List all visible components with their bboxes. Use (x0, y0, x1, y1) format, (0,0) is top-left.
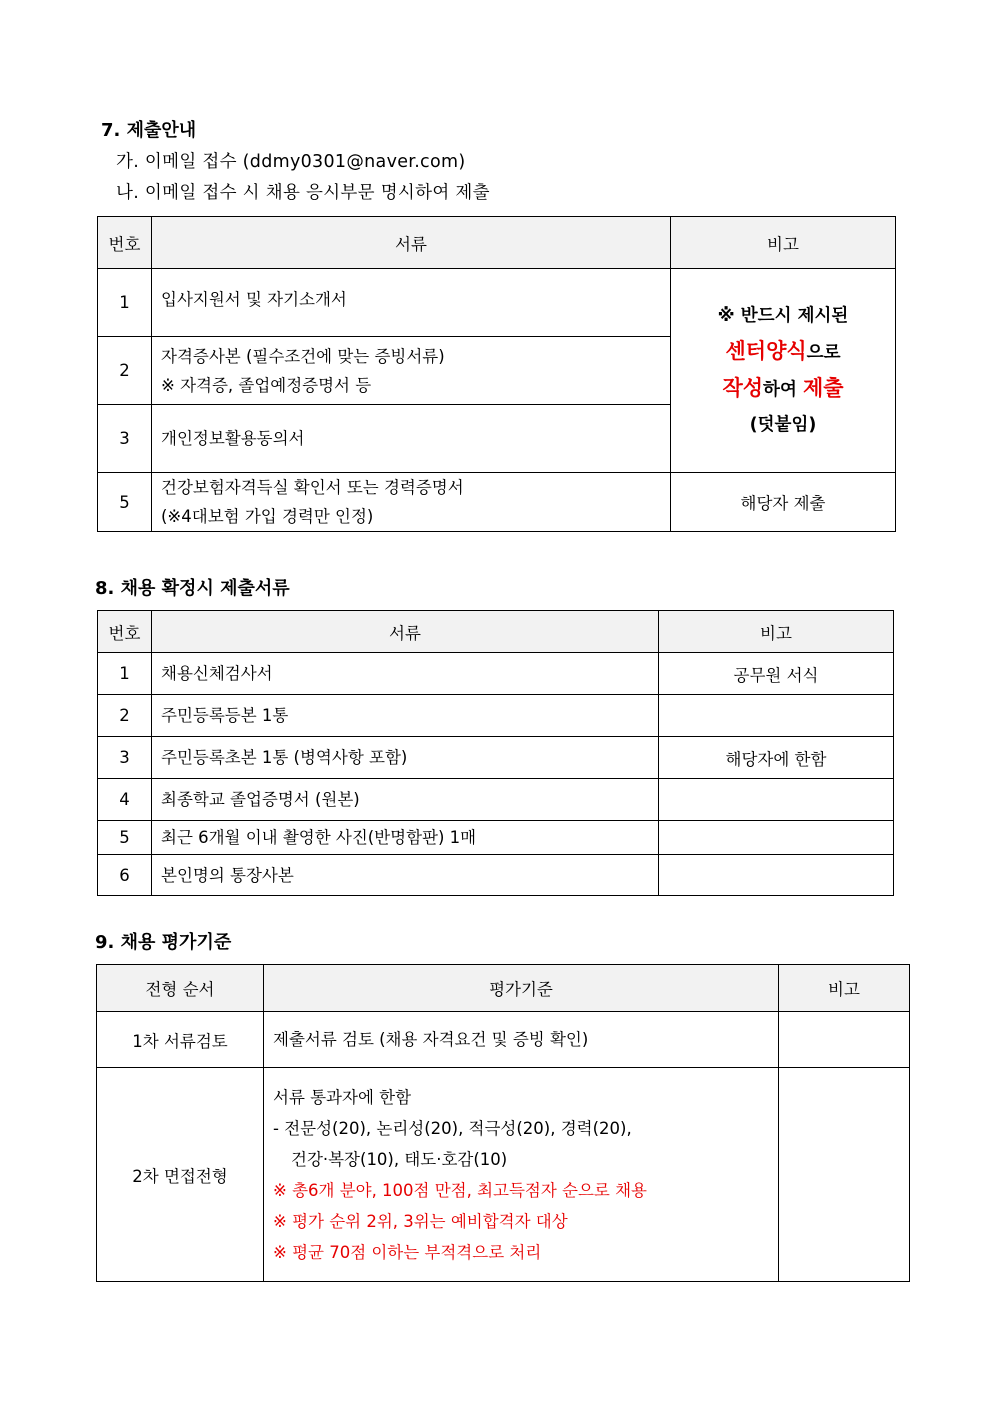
stage-cell: 2차 면접전형 (97, 1068, 264, 1282)
criteria-cell (264, 1068, 779, 1282)
row-no: 4 (98, 779, 152, 821)
row-remark (659, 855, 894, 896)
header-remark: 비고 (659, 611, 894, 653)
row-no: 1 (98, 653, 152, 695)
section-7-title: 7. 제출안내 (101, 120, 197, 141)
row-doc-main: 자격증사본 (필수조건에 맞는 증빙서류) (161, 346, 445, 366)
table-row (98, 779, 894, 821)
row-remark (659, 695, 894, 737)
table-row (98, 695, 894, 737)
row-no: 5 (98, 473, 152, 532)
row-remark: 공무원 서식 (659, 653, 894, 695)
criteria-line-2: - 전문성(20), 논리성(20), 적극성(20), 경력(20), (273, 1119, 632, 1138)
remark-note (671, 269, 896, 473)
section-8-title: 8. 채용 확정시 제출서류 (95, 578, 290, 599)
remark-note-line-4: (덧붙임) (749, 414, 817, 435)
row-remark: 해당자 제출 (671, 473, 896, 532)
header-doc: 서류 (152, 611, 659, 653)
row-doc: 주민등록초본 1통 (병역사항 포함) (152, 737, 659, 779)
header-criteria: 평가기준 (264, 965, 779, 1012)
table-row (97, 1068, 910, 1282)
table-row (98, 855, 894, 896)
header-remark: 비고 (779, 965, 910, 1012)
row-doc: 채용신체검사서 (152, 653, 659, 695)
remark-cell (779, 1068, 910, 1282)
submission-table (97, 216, 896, 532)
row-doc: 입사지원서 및 자기소개서 (152, 269, 671, 337)
criteria-note-2: ※ 평가 순위 2위, 3위는 예비합격자 대상 (273, 1212, 568, 1231)
criteria-cell: 제출서류 검토 (채용 자격요건 및 증빙 확인) (264, 1012, 779, 1068)
row-doc (152, 473, 671, 532)
row-doc: 최근 6개월 이내 촬영한 사진(반명함판) 1매 (152, 821, 659, 855)
row-doc-note: (※4대보험 가입 경력만 인정) (161, 507, 374, 526)
section-7-line-2: 나. 이메일 접수 시 채용 응시부문 명시하여 제출 (116, 183, 490, 203)
remark-cell (779, 1012, 910, 1068)
table-row (98, 737, 894, 779)
remark-note-red-center-form: 센터양식 (725, 338, 807, 363)
remark-note-red-submit: 제출 (802, 375, 844, 400)
header-remark: 비고 (671, 217, 896, 269)
header-no: 번호 (98, 611, 152, 653)
row-no: 3 (98, 737, 152, 779)
table-row (98, 473, 896, 532)
confirmation-docs-table (97, 610, 894, 896)
table-row (97, 1012, 910, 1068)
remark-note-line-2-rest: 으로 (806, 342, 841, 363)
row-no: 5 (98, 821, 152, 855)
table-row (98, 821, 894, 855)
table-row (98, 269, 896, 337)
row-no: 2 (98, 695, 152, 737)
row-doc-note: ※ 자격증, 졸업예정증명서 등 (161, 375, 372, 395)
header-doc: 서류 (152, 217, 671, 269)
row-doc: 본인명의 통장사본 (152, 855, 659, 896)
criteria-line-3: 건강·복장(10), 태도·호감(10) (291, 1150, 508, 1169)
row-doc: 최종학교 졸업증명서 (원본) (152, 779, 659, 821)
criteria-note-1: ※ 총6개 분야, 100점 만점, 최고득점자 순으로 채용 (273, 1181, 647, 1200)
row-doc: 주민등록등본 1통 (152, 695, 659, 737)
section-7-line-1: 가. 이메일 접수 (ddmy0301@naver.com) (116, 152, 466, 172)
remark-note-red-write: 작성 (722, 375, 764, 400)
row-no: 3 (98, 405, 152, 473)
row-doc-main: 건강보험자격득실 확인서 또는 경력증명서 (161, 478, 464, 497)
header-stage: 전형 순서 (97, 965, 264, 1012)
remark-note-line-1: ※ 반드시 제시된 (717, 305, 849, 326)
section-9-title: 9. 채용 평가기준 (95, 932, 232, 953)
criteria-line-1: 서류 통과자에 한함 (273, 1088, 412, 1107)
criteria-note-3: ※ 평균 70점 이하는 부적격으로 처리 (273, 1243, 542, 1262)
remark-note-line-3-mid: 하여 (763, 379, 803, 400)
header-no: 번호 (98, 217, 152, 269)
evaluation-table (96, 964, 910, 1282)
row-no: 6 (98, 855, 152, 896)
row-doc: 개인정보활용동의서 (152, 405, 671, 473)
row-doc (152, 337, 671, 405)
table-row (98, 653, 894, 695)
row-remark: 해당자에 한함 (659, 737, 894, 779)
row-remark (659, 779, 894, 821)
row-remark (659, 821, 894, 855)
row-no: 1 (98, 269, 152, 337)
row-no: 2 (98, 337, 152, 405)
stage-cell: 1차 서류검토 (97, 1012, 264, 1068)
